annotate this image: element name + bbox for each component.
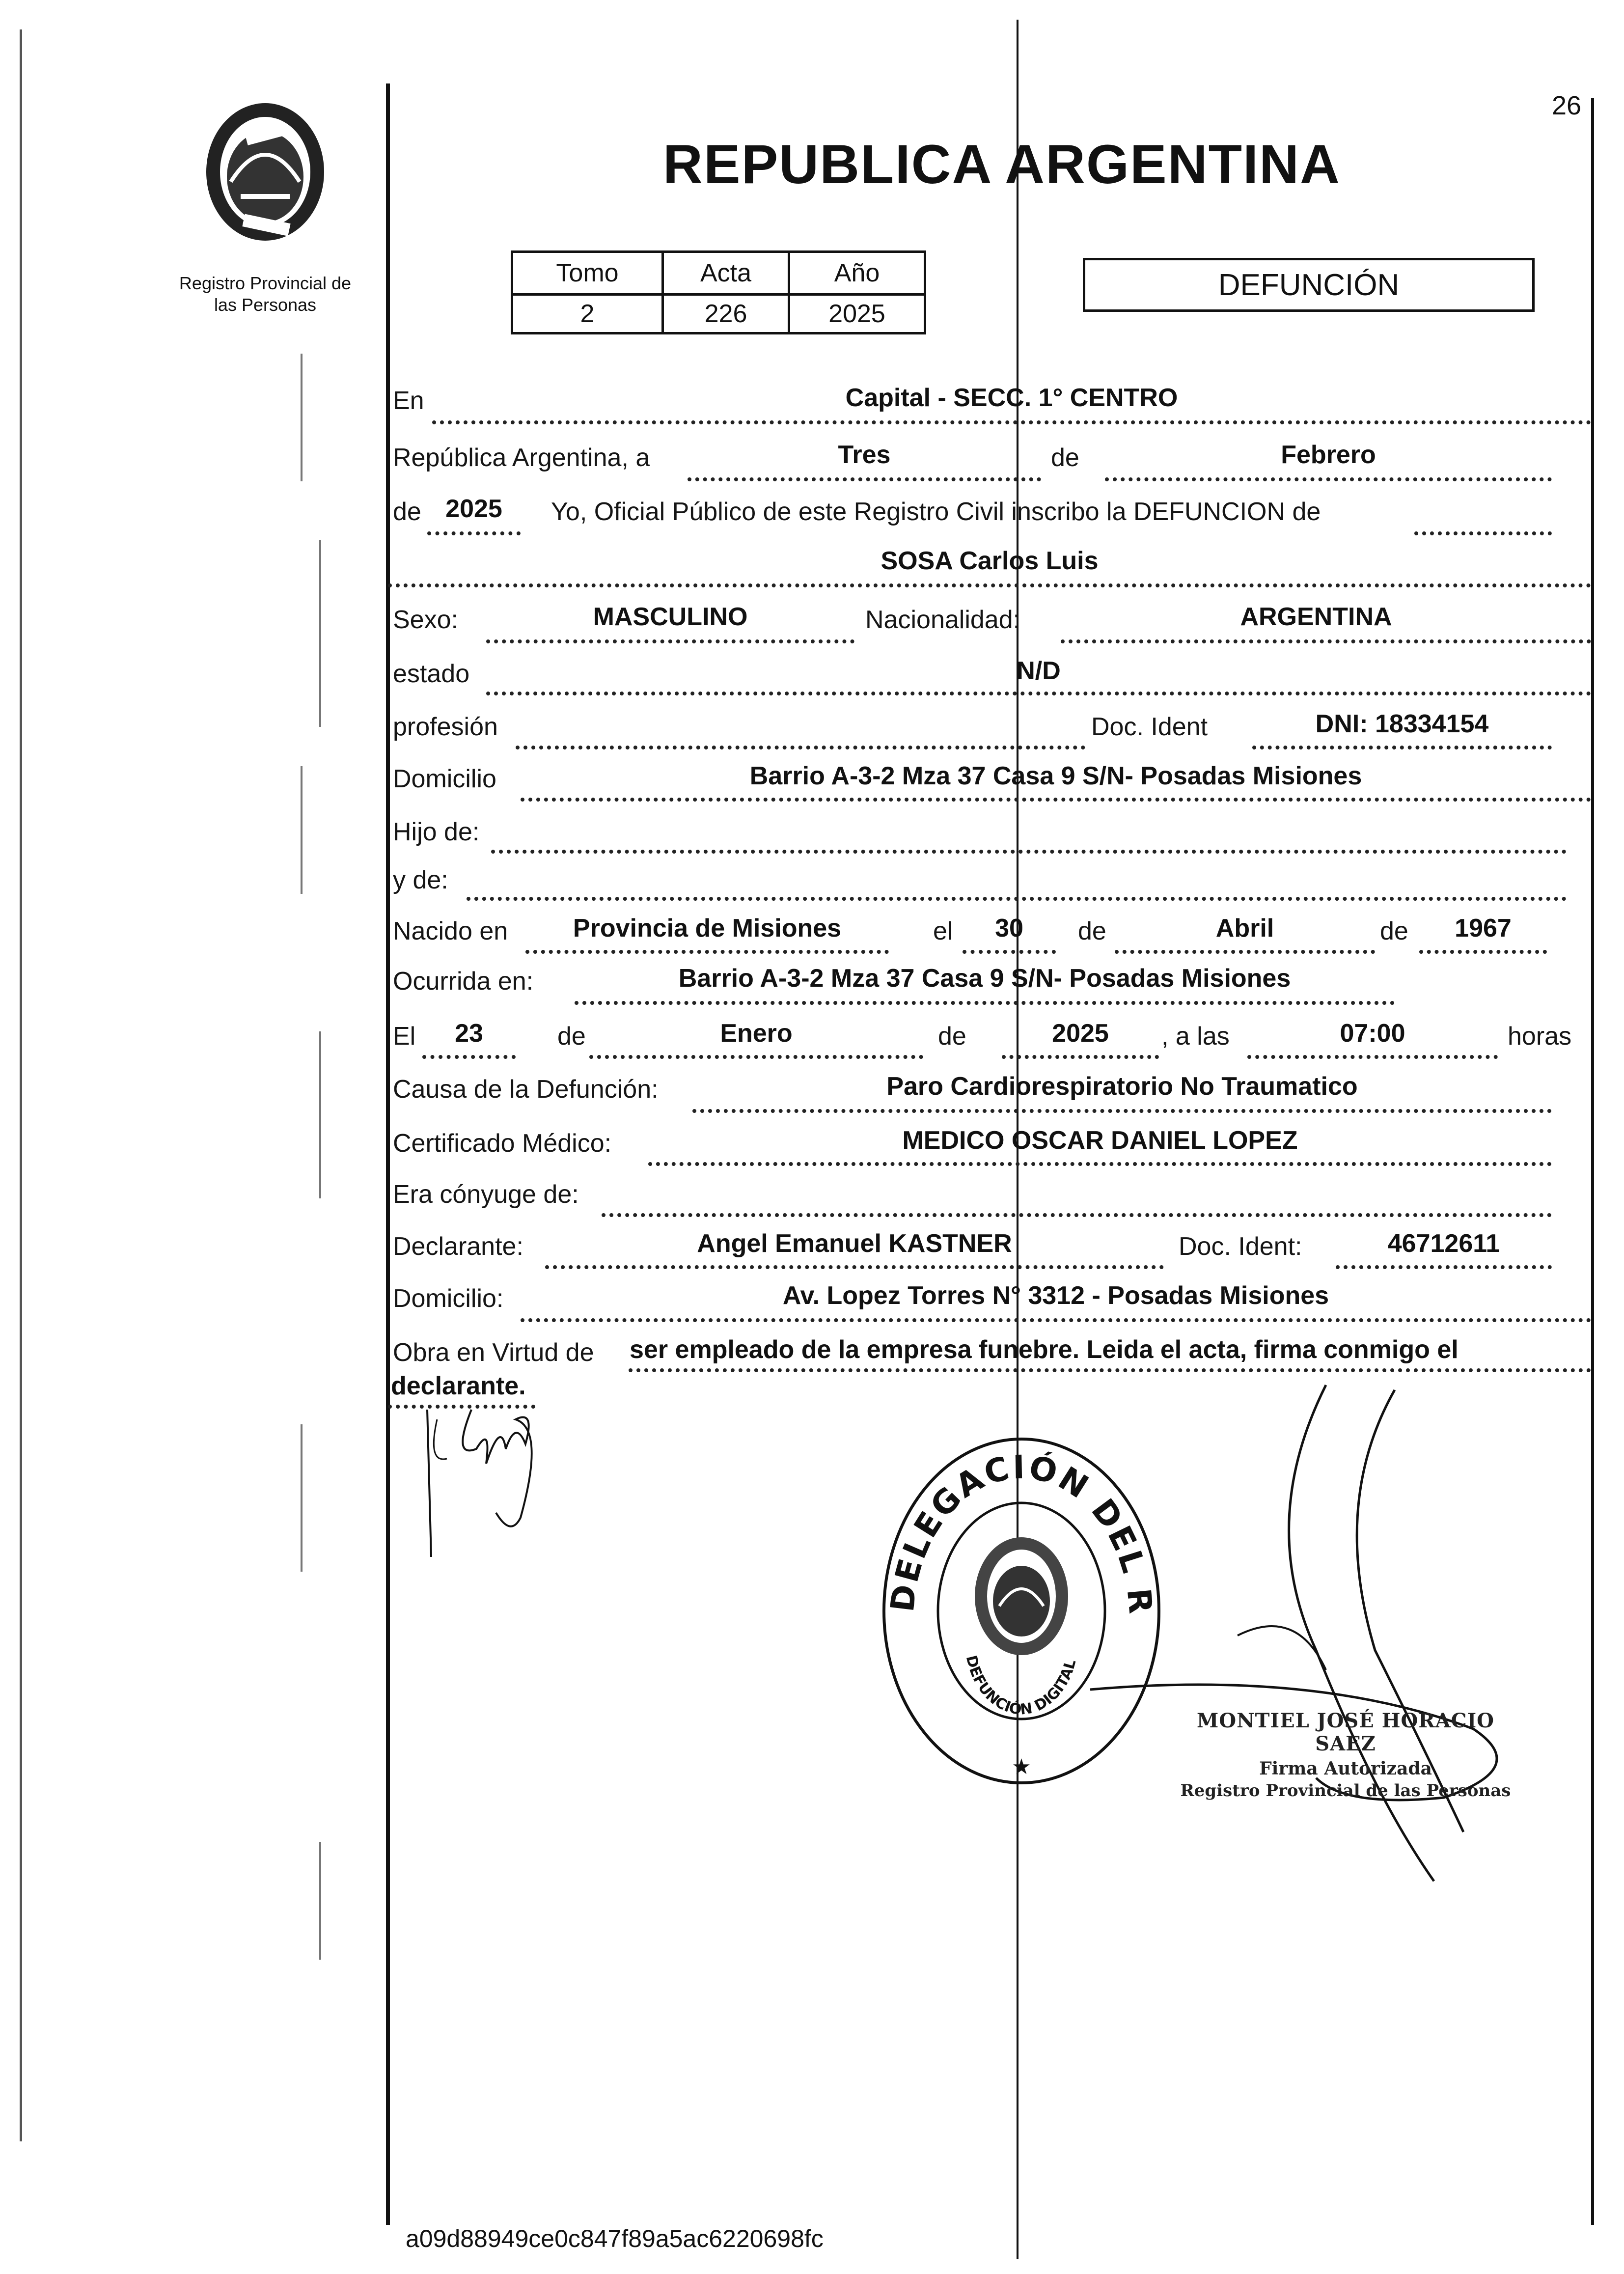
label-declarante-doc: Doc. Ident: bbox=[1179, 1232, 1302, 1261]
dotted-line bbox=[1105, 477, 1552, 481]
record-table-header: Tomo bbox=[512, 252, 663, 295]
label-domicilio: Domicilio bbox=[393, 765, 496, 793]
official-stamp-name: MONTIEL JOSÉ HORACIO SAEZ bbox=[1196, 1709, 1495, 1755]
label-declarante: Declarante: bbox=[393, 1232, 523, 1261]
label-hijo-de: Hijo de: bbox=[393, 818, 480, 846]
dotted-line bbox=[1247, 1055, 1498, 1059]
label-conyuge: Era cónyuge de: bbox=[393, 1180, 579, 1209]
record-table-value-row bbox=[512, 295, 925, 333]
star-icon: ★ bbox=[1012, 1755, 1031, 1779]
record-table bbox=[511, 250, 926, 334]
label-obra: Obra en Virtud de bbox=[393, 1338, 594, 1367]
dotted-line bbox=[525, 950, 889, 954]
value-deceased-name: SOSA Carlos Luis bbox=[881, 547, 1099, 575]
record-table-cell: 2 bbox=[512, 295, 663, 333]
value-domicilio: Barrio A-3-2 Mza 37 Casa 9 S/N- Posadas Misiones bbox=[749, 762, 1362, 790]
dotted-line bbox=[432, 420, 1591, 424]
label-nacionalidad: Nacionalidad: bbox=[865, 606, 1020, 634]
scan-mark bbox=[319, 1842, 321, 1960]
left-margin-line bbox=[386, 83, 390, 2225]
dotted-line bbox=[486, 692, 1591, 695]
label-de: de bbox=[557, 1022, 586, 1051]
dotted-line bbox=[1336, 1265, 1552, 1269]
official-stamp-line2: Firma Autorizada bbox=[1259, 1758, 1432, 1779]
record-table-header: Acta bbox=[663, 252, 789, 295]
value-en: Capital - SECC. 1° CENTRO bbox=[845, 384, 1178, 412]
label-ocurrida-en: Ocurrida en: bbox=[393, 967, 534, 996]
value-certificado: MEDICO OSCAR DANIEL LOPEZ bbox=[902, 1126, 1298, 1155]
value-domicilio-declarante: Av. Lopez Torres N° 3312 - Posadas Misiones bbox=[782, 1281, 1329, 1310]
value-year: 2025 bbox=[445, 495, 502, 523]
label-nacido-en: Nacido en bbox=[393, 917, 508, 945]
label-en: En bbox=[393, 387, 424, 415]
official-stamp-line3: Registro Provincial de las Personas bbox=[1180, 1781, 1511, 1801]
value-obra-line2: declarante. bbox=[391, 1372, 526, 1400]
scan-mark bbox=[319, 540, 321, 727]
value-day: Tres bbox=[838, 441, 891, 469]
label-y-de: y de: bbox=[393, 866, 448, 894]
dotted-line bbox=[467, 897, 1567, 901]
seal-inner-text: DEFUNCIÓN DIGITAL bbox=[962, 1653, 1080, 1719]
right-margin-line bbox=[1591, 98, 1594, 2225]
document-type: DEFUNCIÓN bbox=[1218, 268, 1400, 302]
dotted-line bbox=[422, 1055, 516, 1059]
dotted-line bbox=[1419, 950, 1547, 954]
dotted-line bbox=[521, 1318, 1591, 1322]
value-death-year: 2025 bbox=[1052, 1019, 1109, 1048]
svg-text:DEFUNCIÓN DIGITAL bbox=[963, 1654, 1080, 1719]
label-de: de bbox=[938, 1022, 966, 1051]
dotted-line bbox=[629, 1368, 1591, 1372]
value-birth-day: 30 bbox=[995, 914, 1023, 943]
scan-mark bbox=[301, 766, 303, 894]
dotted-line bbox=[688, 477, 1041, 481]
seal-outer-text: DELEGACIÓN DEL R bbox=[883, 1448, 1160, 1617]
registry-name-line1: Registro Provincial de bbox=[179, 273, 352, 293]
value-obra-line1: ser empleado de la empresa funebre. Leida el acta, firma conmigo el bbox=[630, 1335, 1459, 1364]
label-sexo: Sexo: bbox=[393, 606, 458, 634]
dotted-line bbox=[545, 1265, 1164, 1269]
value-declarante: Angel Emanuel KASTNER bbox=[697, 1229, 1012, 1258]
page-number: 26 bbox=[1552, 91, 1582, 120]
declarant-signature bbox=[417, 1390, 575, 1577]
dotted-line bbox=[516, 746, 1085, 749]
label-estado: estado bbox=[393, 660, 470, 688]
dotted-line bbox=[491, 850, 1567, 854]
dotted-line bbox=[589, 1055, 923, 1059]
scan-mark bbox=[301, 1424, 303, 1572]
label-domicilio-declarante: Domicilio: bbox=[393, 1284, 504, 1313]
value-declarante-doc: 46712611 bbox=[1387, 1229, 1500, 1258]
record-table-header-row bbox=[512, 252, 925, 295]
dotted-line bbox=[963, 950, 1056, 954]
label-profesion: profesión bbox=[393, 713, 498, 741]
value-nacionalidad: ARGENTINA bbox=[1240, 603, 1392, 631]
value-sexo: MASCULINO bbox=[593, 603, 748, 631]
scan-mark bbox=[319, 1031, 321, 1198]
label-de: de bbox=[1078, 917, 1106, 945]
dotted-line bbox=[692, 1109, 1552, 1113]
dotted-line bbox=[648, 1162, 1552, 1166]
label-el-death: El bbox=[393, 1022, 416, 1051]
official-stamp bbox=[1179, 1709, 1513, 1801]
value-doc-ident: DNI: 18334154 bbox=[1315, 710, 1489, 738]
page-title: REPUBLICA ARGENTINA bbox=[663, 134, 1341, 195]
value-estado: N/D bbox=[1017, 657, 1061, 685]
document-hash: a09d88949ce0c847f89a5ac6220698fc bbox=[406, 2225, 824, 2252]
value-birth-year: 1967 bbox=[1455, 914, 1512, 943]
label-horas: horas bbox=[1508, 1022, 1572, 1051]
registry-logo bbox=[196, 98, 334, 255]
label-certificado: Certificado Médico: bbox=[393, 1129, 612, 1158]
dotted-line bbox=[521, 798, 1591, 802]
label-el: el bbox=[933, 917, 953, 945]
dotted-line bbox=[1061, 639, 1591, 643]
value-ocurrida-en: Barrio A-3-2 Mza 37 Casa 9 S/N- Posadas Misiones bbox=[678, 964, 1291, 993]
label-de-year: de bbox=[393, 498, 421, 526]
statement-text: Yo, Oficial Público de este Registro Civil inscribo la DEFUNCION de bbox=[551, 498, 1321, 526]
official-signature bbox=[1071, 1375, 1562, 1891]
record-table-header: Año bbox=[789, 252, 925, 295]
value-death-day: 23 bbox=[455, 1019, 483, 1048]
dotted-line bbox=[427, 531, 521, 535]
dotted-line bbox=[388, 583, 1591, 587]
left-page-edge bbox=[20, 29, 22, 2141]
value-month: Febrero bbox=[1281, 441, 1376, 469]
scan-mark bbox=[301, 354, 303, 481]
registry-name bbox=[157, 273, 373, 316]
dotted-line bbox=[1252, 746, 1552, 749]
dotted-line bbox=[486, 639, 854, 643]
dotted-line bbox=[575, 1001, 1395, 1005]
dotted-line bbox=[1115, 950, 1375, 954]
value-birth-month: Abril bbox=[1215, 914, 1274, 943]
value-causa: Paro Cardiorespiratorio No Traumatico bbox=[886, 1072, 1358, 1101]
dotted-line bbox=[1414, 531, 1552, 535]
dotted-line bbox=[602, 1213, 1552, 1217]
label-de: de bbox=[1380, 917, 1408, 945]
label-doc-ident: Doc. Ident bbox=[1091, 713, 1208, 741]
document-type-box bbox=[1083, 258, 1535, 312]
dotted-line bbox=[1002, 1055, 1159, 1059]
label-republica: República Argentina, a bbox=[393, 444, 650, 472]
value-death-month: Enero bbox=[720, 1019, 793, 1048]
value-birth-place: Provincia de Misiones bbox=[573, 914, 842, 943]
record-table-cell: 226 bbox=[663, 295, 789, 333]
value-death-time: 07:00 bbox=[1340, 1019, 1405, 1048]
label-a-las: , a las bbox=[1161, 1022, 1230, 1051]
label-causa: Causa de la Defunción: bbox=[393, 1075, 659, 1104]
registry-name-line2: las Personas bbox=[214, 295, 317, 315]
record-table-cell: 2025 bbox=[789, 295, 925, 333]
label-de: de bbox=[1051, 444, 1079, 472]
